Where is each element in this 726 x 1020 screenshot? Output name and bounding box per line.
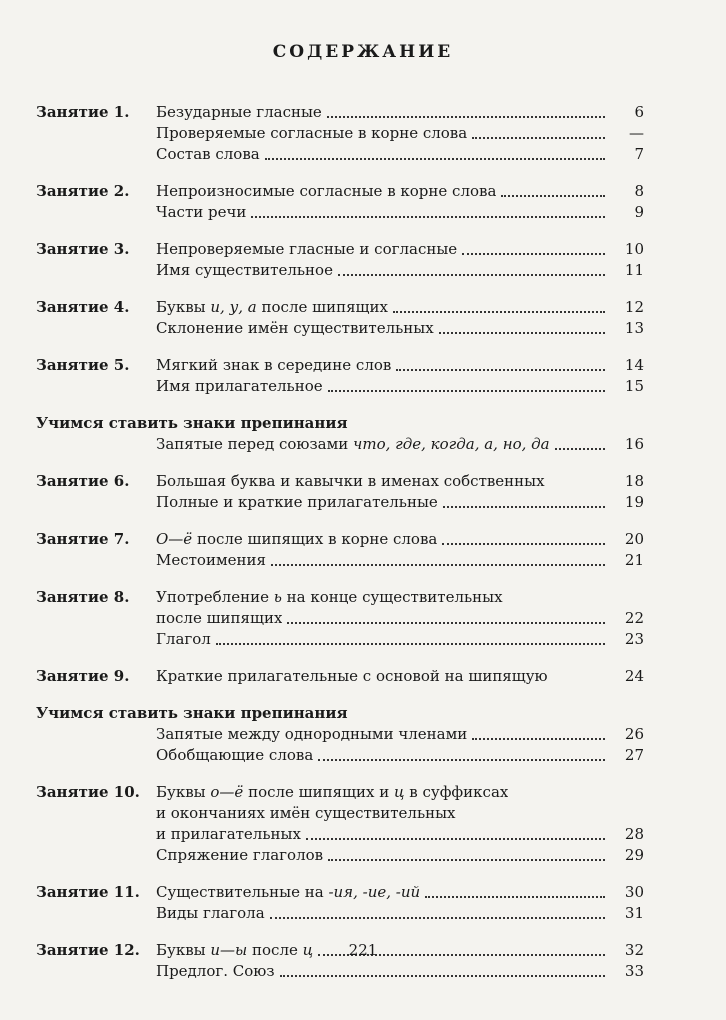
entry-body: [156, 824, 610, 845]
toc-entry: [36, 434, 644, 455]
entry-body: [156, 144, 610, 165]
entry-title: [156, 529, 437, 550]
toc-entry: [36, 666, 644, 687]
entry-title: [156, 144, 260, 165]
toc-entry: [36, 961, 644, 982]
entry-title: [156, 724, 467, 745]
page-ref: 16: [624, 435, 644, 453]
page-ref: 6: [634, 103, 644, 121]
dot-leader: [251, 215, 605, 218]
toc-entry: [36, 318, 644, 339]
dot-leader: [425, 895, 605, 898]
dot-leader: [216, 642, 605, 645]
entry-body: [156, 102, 610, 123]
dot-leader: [318, 758, 605, 761]
toc-entry: [36, 239, 644, 260]
page-ref: 10: [624, 240, 644, 258]
entry-title: [156, 903, 265, 924]
entry-title-italic: -ия, -ие, -ий: [328, 883, 421, 901]
page-ref: 20: [624, 530, 644, 548]
entry-title-text: после шипящих: [156, 609, 283, 627]
toc-entry: [36, 202, 644, 223]
entry-title-text: Буквы: [156, 941, 211, 959]
page-ref: 15: [624, 377, 644, 395]
toc-section: [36, 355, 644, 397]
entry-title-italic: и—ы: [210, 941, 248, 959]
toc-entry: [36, 882, 644, 903]
entry-title: [156, 824, 301, 845]
entry-title-text: Обобщающие слова: [156, 746, 314, 764]
page-ref: 12: [624, 298, 644, 316]
entry-title: [156, 803, 456, 824]
entry-body: [156, 123, 610, 144]
entry-title-text: Полные и краткие прилагательные: [156, 493, 438, 511]
entry-body: [156, 845, 610, 866]
page-ref: 32: [624, 941, 644, 959]
toc-entry: [36, 123, 644, 144]
entry-title-italic: и, у, а: [210, 298, 257, 316]
toc-entry: [36, 355, 644, 376]
entry-body: [156, 724, 610, 745]
entry-title-text: Спряжение глаголов: [156, 846, 324, 864]
entry-body: [156, 587, 610, 608]
lesson-label: Занятие 5.: [36, 356, 130, 374]
dot-leader: [271, 563, 605, 566]
toc-section: [36, 666, 644, 687]
section-heading: Учимся ставить знаки препинания: [36, 414, 348, 432]
entry-body: [156, 181, 610, 202]
page-ref: 21: [624, 551, 644, 569]
entry-title-italic: что, где, когда, а, но, да: [353, 435, 550, 453]
toc-entry: [36, 608, 644, 629]
lesson-label: Занятие 6.: [36, 472, 130, 490]
entry-title-text: Части речи: [156, 203, 247, 221]
entry-title: [156, 608, 282, 629]
toc-section: [36, 782, 644, 866]
toc-section: [36, 703, 644, 766]
toc-section: [36, 471, 644, 513]
dot-leader: [443, 505, 605, 508]
toc-entry: [36, 492, 644, 513]
dot-leader: [396, 368, 605, 371]
entry-title-italic: ь: [273, 588, 282, 606]
page-ref: 11: [624, 261, 644, 279]
lesson-label: [36, 202, 156, 223]
dot-leader: [442, 542, 605, 545]
page-ref: 9: [634, 203, 644, 221]
lesson-label: [36, 608, 156, 629]
dot-leader: [270, 916, 605, 919]
entry-title: [156, 297, 388, 318]
entry-title-text: Предлог. Союз: [156, 962, 275, 980]
lesson-label: [36, 550, 156, 571]
page-ref: 24: [624, 667, 644, 685]
toc-entry: [36, 181, 644, 202]
toc-entry: [36, 471, 644, 492]
toc-entry: [36, 845, 644, 866]
entry-body: [156, 471, 610, 492]
lesson-label: [36, 144, 156, 165]
lesson-label: [36, 903, 156, 924]
toc-entry: [36, 629, 644, 650]
toc-entry: [36, 587, 644, 608]
entry-title-text: после: [247, 941, 303, 959]
lesson-label: Занятие 7.: [36, 530, 130, 548]
entry-title: [156, 123, 467, 144]
page-ref: 28: [624, 825, 644, 843]
entry-title: [156, 434, 550, 455]
lesson-label: Занятие 1.: [36, 103, 130, 121]
entry-body: [156, 782, 610, 803]
page-ref: 14: [624, 356, 644, 374]
page-ref: [610, 803, 644, 824]
toc-entry: [36, 297, 644, 318]
entry-body: [156, 297, 610, 318]
lesson-label: [36, 123, 156, 144]
toc-entry: [36, 550, 644, 571]
entry-title: [156, 745, 313, 766]
entry-title: [156, 587, 503, 608]
entry-title-text: Имя прилагательное: [156, 377, 323, 395]
lesson-label: [36, 629, 156, 650]
lesson-label: Занятие 11.: [36, 883, 140, 901]
entry-title: [156, 355, 391, 376]
entry-title-text: после шипящих: [256, 298, 388, 316]
entry-title-text: в суффиксах: [404, 783, 509, 801]
entry-body: [156, 355, 610, 376]
toc-entry: [36, 102, 644, 123]
entry-title: [156, 882, 420, 903]
page-title: СОДЕРЖАНИЕ: [272, 42, 454, 62]
lesson-label: [36, 318, 156, 339]
entry-title-text: Непроизносимые согласные в корне слова: [156, 182, 497, 200]
entry-title-text: Склонение имён существительных: [156, 319, 434, 337]
entry-title-text: после шипящих и: [243, 783, 395, 801]
entry-title: [156, 102, 322, 123]
entry-title: [156, 961, 275, 982]
entry-body: [156, 629, 610, 650]
lesson-label: Занятие 9.: [36, 667, 130, 685]
toc-entry: [36, 782, 644, 803]
entry-title: [156, 666, 548, 687]
page-ref: 27: [624, 746, 644, 764]
table-of-contents: [36, 102, 644, 982]
page-ref: 19: [624, 493, 644, 511]
entry-title-text: и прилагательных: [156, 825, 301, 843]
entry-title-text: Глагол: [156, 630, 211, 648]
lesson-label: [36, 434, 156, 455]
page-ref: 8: [634, 182, 644, 200]
page-ref: 18: [624, 472, 644, 490]
page-ref: 7: [634, 145, 644, 163]
entry-title: [156, 471, 545, 492]
dot-leader: [327, 115, 605, 118]
entry-title-text: Проверяемые согласные в корне слова: [156, 124, 468, 142]
page-ref: 13: [624, 319, 644, 337]
toc-entry: [36, 903, 644, 924]
entry-title: [156, 492, 438, 513]
entry-title: [156, 181, 496, 202]
entry-title-italic: о—ё: [210, 783, 244, 801]
entry-title-italic: О—ё: [156, 530, 193, 548]
entry-body: [156, 318, 610, 339]
entry-body: [156, 434, 610, 455]
entry-title: [156, 782, 508, 803]
dot-leader: [472, 737, 605, 740]
entry-body: [156, 882, 610, 903]
entry-title-text: Употребление: [156, 588, 274, 606]
entry-body: [156, 745, 610, 766]
section-heading: Учимся ставить знаки препинания: [36, 704, 348, 722]
toc-entry: [36, 745, 644, 766]
entry-title-text: Краткие прилагательные с основой на шипящую: [156, 667, 548, 685]
entry-title-text: Виды глагола: [156, 904, 265, 922]
entry-title-text: Существительные на: [156, 883, 329, 901]
dot-leader: [555, 447, 605, 450]
lesson-label: Занятие 3.: [36, 240, 130, 258]
entry-title-text: Имя существительное: [156, 261, 333, 279]
entry-title-text: после шипящих в корне слова: [192, 530, 438, 548]
page-ref: 26: [624, 725, 644, 743]
lesson-label: [36, 961, 156, 982]
entry-title-text: Буквы: [156, 298, 211, 316]
toc-entry: [36, 376, 644, 397]
page-ref: 29: [624, 846, 644, 864]
entry-body: [156, 239, 610, 260]
entry-title-text: Запятые между однородными членами: [156, 725, 468, 743]
dot-leader: [280, 974, 606, 977]
entry-title-text: Буквы: [156, 783, 211, 801]
lesson-label: [36, 824, 156, 845]
toc-entry: [36, 824, 644, 845]
entry-body: [156, 608, 610, 629]
entry-title: [156, 629, 211, 650]
entry-title-text: Безударные гласные: [156, 103, 322, 121]
entry-title-text: Непроверяемые гласные и согласные: [156, 240, 458, 258]
toc-section: [36, 239, 644, 281]
page-ref: 23: [624, 630, 644, 648]
dot-leader: [328, 389, 605, 392]
toc-section: [36, 297, 644, 339]
dot-leader: [265, 157, 605, 160]
toc-section: [36, 181, 644, 223]
lesson-label: [36, 724, 156, 745]
entry-body: [156, 666, 610, 687]
entry-title: [156, 845, 323, 866]
lesson-label: Занятие 2.: [36, 182, 130, 200]
lesson-label: [36, 845, 156, 866]
toc-section: [36, 102, 644, 165]
dot-leader: [439, 331, 605, 334]
dot-leader: [393, 310, 605, 313]
toc-section: [36, 413, 644, 455]
page-ref: 31: [624, 904, 644, 922]
entry-title-text: Местоимения: [156, 551, 266, 569]
lesson-label: [36, 803, 156, 824]
entry-body: [156, 550, 610, 571]
lesson-label: Занятие 12.: [36, 941, 140, 959]
entry-title-text: Запятые перед союзами: [156, 435, 354, 453]
dot-leader: [472, 136, 605, 139]
page-ref: [610, 782, 644, 803]
toc-section: [36, 587, 644, 650]
toc-entry: [36, 144, 644, 165]
entry-title: [156, 202, 246, 223]
dot-leader: [306, 837, 605, 840]
toc-section: [36, 529, 644, 571]
dot-leader: [328, 858, 605, 861]
entry-title-italic: ц: [302, 941, 314, 959]
entry-body: [156, 961, 610, 982]
dot-leader: [501, 194, 605, 197]
page-ref: —: [629, 124, 644, 142]
entry-title: [156, 318, 434, 339]
lesson-label: [36, 745, 156, 766]
entry-body: [156, 202, 610, 223]
lesson-label: Занятие 10.: [36, 783, 140, 801]
entry-body: [156, 260, 610, 281]
entry-body: [156, 492, 610, 513]
page-ref: 30: [624, 883, 644, 901]
lesson-label: [36, 492, 156, 513]
entry-body: [156, 903, 610, 924]
page-ref: [610, 587, 644, 608]
entry-title: [156, 239, 457, 260]
lesson-label: [36, 260, 156, 281]
dot-leader: [287, 621, 605, 624]
entry-title: [156, 376, 323, 397]
entry-body: [156, 803, 610, 824]
dot-leader: [338, 273, 605, 276]
page-ref: 22: [624, 609, 644, 627]
entry-title: [156, 550, 266, 571]
entry-title-text: Большая буква и кавычки в именах собственных: [156, 472, 545, 490]
entry-title-text: Состав слова: [156, 145, 260, 163]
lesson-label: [36, 376, 156, 397]
page-number: 221: [348, 941, 378, 959]
entry-body: [156, 529, 610, 550]
entry-title: [156, 260, 333, 281]
toc-entry: [36, 529, 644, 550]
dot-leader: [462, 252, 605, 255]
lesson-label: Занятие 8.: [36, 588, 130, 606]
lesson-label: Занятие 4.: [36, 298, 130, 316]
toc-entry: [36, 724, 644, 745]
page-ref: 33: [624, 962, 644, 980]
toc-section: [36, 882, 644, 924]
entry-title-italic: ц: [394, 783, 405, 801]
toc-entry: [36, 260, 644, 281]
entry-title-text: Мягкий знак в середине слов: [156, 356, 392, 374]
entry-title-text: на конце существительных: [281, 588, 503, 606]
entry-title-text: и окончаниях имён существительных: [156, 804, 456, 822]
entry-body: [156, 376, 610, 397]
toc-entry: [36, 803, 644, 824]
